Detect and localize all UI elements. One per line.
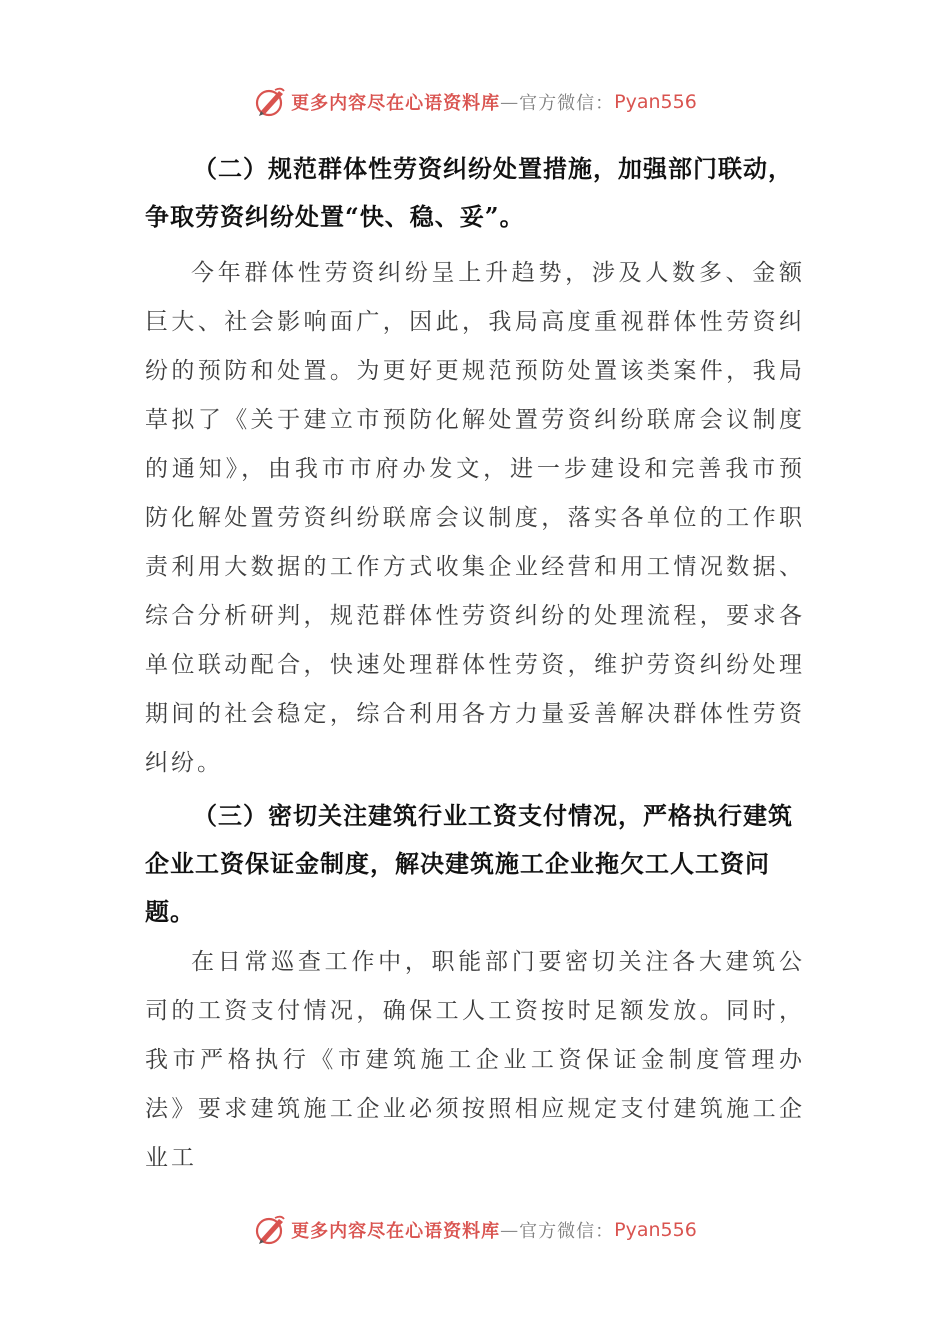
section-heading-3: （三）密切关注建筑行业工资支付情况，严格执行建筑企业工资保证金制度，解决建筑施工企业拖欠工人工资问题。	[145, 801, 793, 926]
header-watermark	[0, 82, 950, 122]
watermark-wechat-label: 官方微信：	[519, 1221, 615, 1242]
watermark-separator: —	[500, 91, 520, 113]
section-paragraph-3: 在日常巡查工作中，职能部门要密切关注各大建筑公司的工资支付情况，确保工人工资按时足额发放。同时，我市严格执行《市建筑施工企业工资保证金制度管理办法》要求建筑施工企业必须按照相应规定支付建筑施工企业工	[145, 949, 805, 1171]
document-body	[145, 145, 805, 1183]
footer-watermark	[0, 1210, 950, 1250]
watermark-brand: 更多内容尽在心语资料库	[291, 93, 501, 114]
watermark-wechat-id: Pyan556	[614, 91, 697, 113]
pen-logo-icon	[253, 85, 287, 119]
watermark-wechat-id: Pyan556	[614, 1219, 697, 1241]
pen-logo-icon	[253, 1213, 287, 1247]
section-heading-2: （二）规范群体性劳资纠纷处置措施，加强部门联动，争取劳资纠纷处置“快、稳、妥”。	[145, 154, 793, 231]
watermark-brand: 更多内容尽在心语资料库	[291, 1221, 501, 1242]
watermark-wechat-label: 官方微信：	[519, 93, 615, 114]
section-paragraph-2: 今年群体性劳资纠纷呈上升趋势，涉及人数多、金额巨大、社会影响面广，因此，我局高度重视群体性劳资纠纷的预防和处置。为更好更规范预防处置该类案件，我局草拟了《关于建立市预防化解处置劳资纠纷联席会议制度的通知》，由我市市府办发文，进一步建设和完善我市预防化解处置劳资纠纷联席会议制度，落实各单位的工作职责利用大数据的工作方式收集企业经营和用工情况数据、综合分析研判，规范群体性劳资纠纷的处理流程，要求各单位联动配合，快速处理群体性劳资，维护劳资纠纷处理期间的社会稳定，综合利用各方力量妥善解决群体性劳资纠纷。	[145, 260, 805, 776]
watermark-separator: —	[500, 1219, 520, 1241]
